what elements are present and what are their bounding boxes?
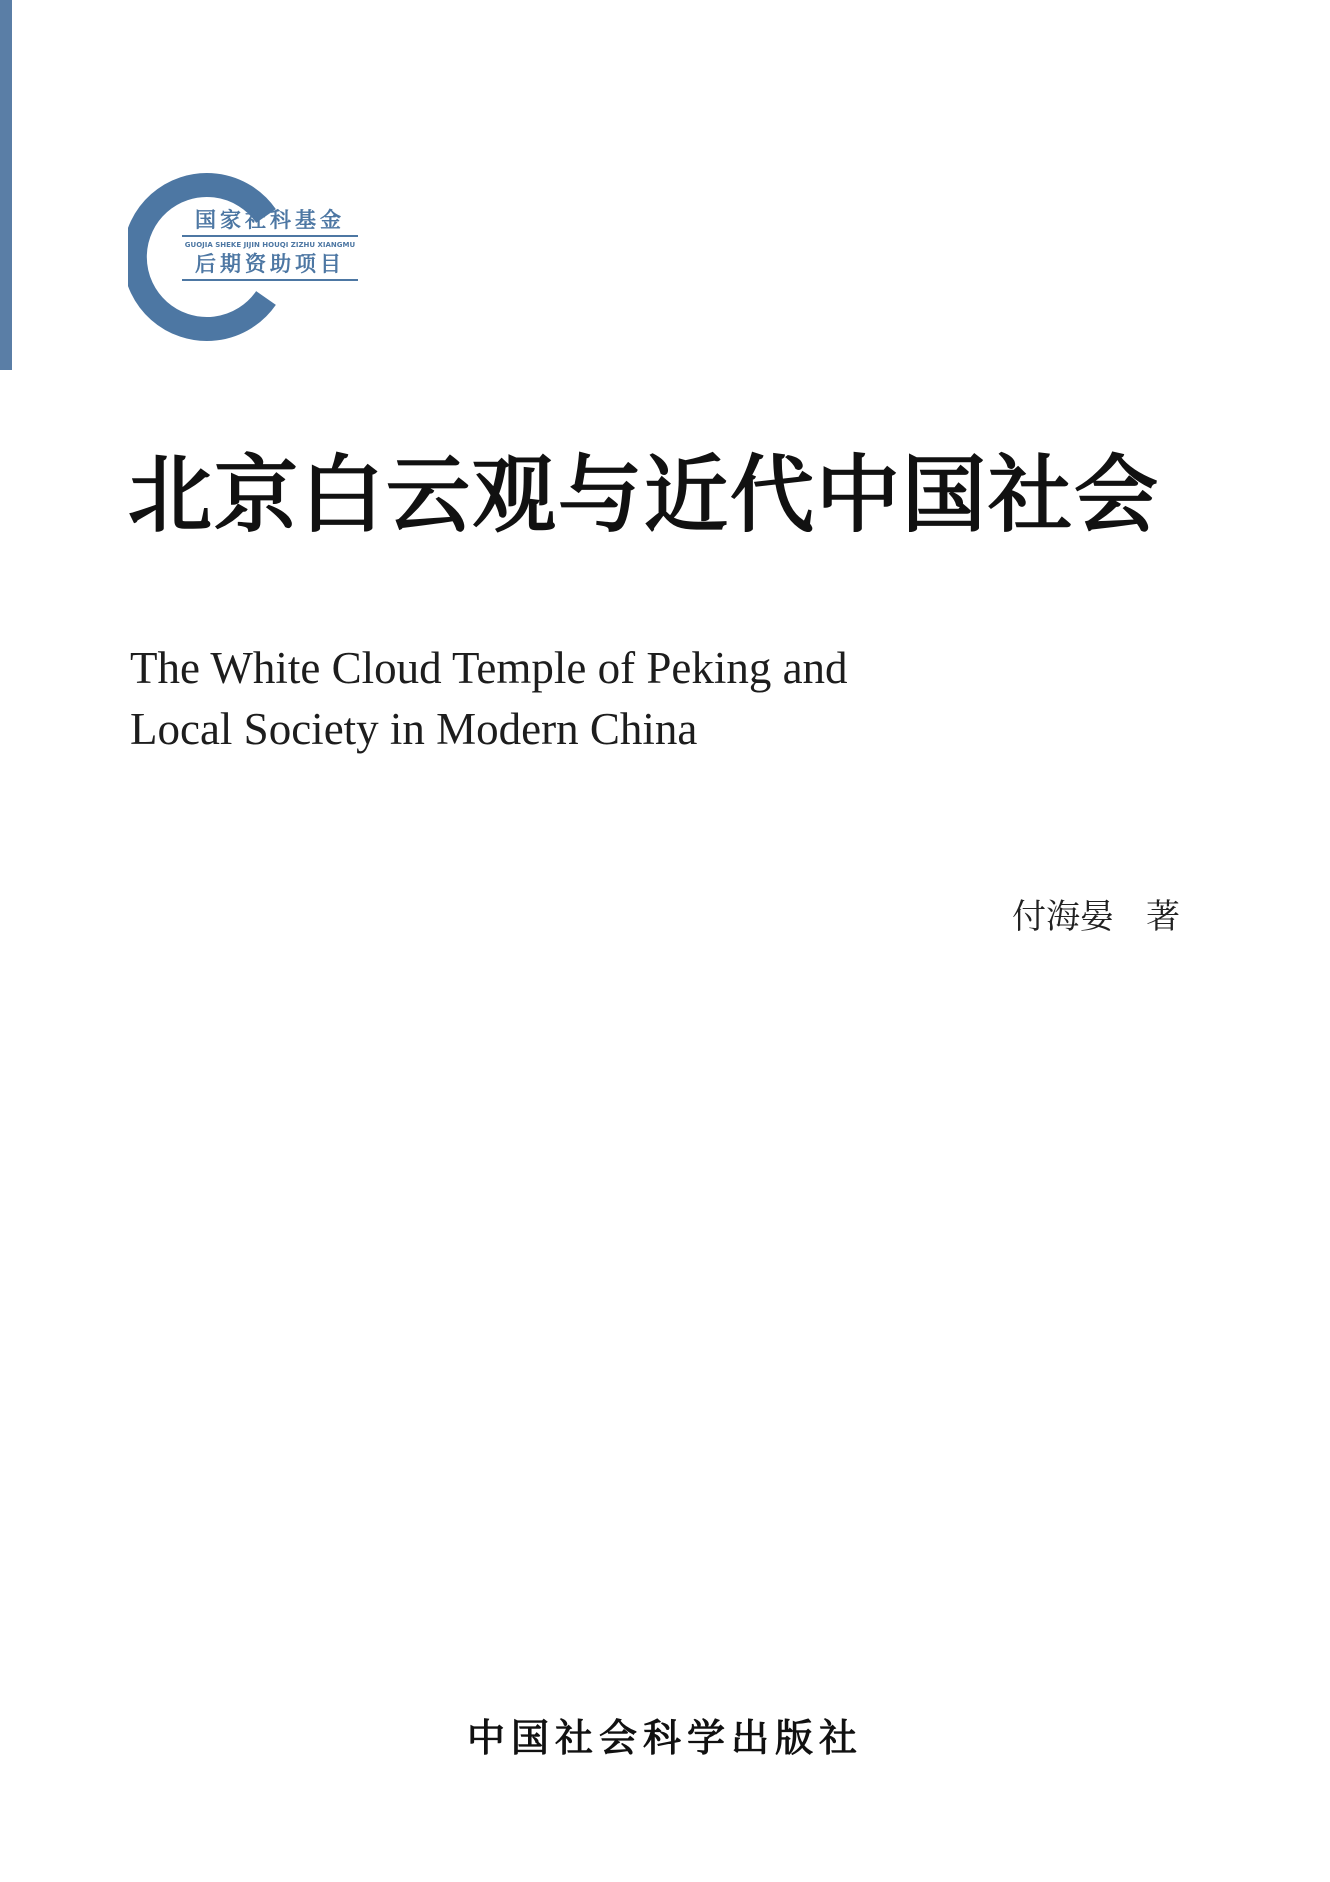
publisher-name: 中国社会科学出版社 — [466, 1715, 863, 1760]
book-title-english-line1: The White Cloud Temple of Peking and — [130, 643, 848, 693]
book-title-chinese: 北京白云观与近代中国社会 — [128, 445, 1161, 544]
author-role: 著 — [1146, 897, 1180, 937]
logo-pinyin: GUOJIA SHEKE JIJIN HOUQI ZIZHU XIANGMU — [184, 241, 356, 249]
logo-project-name: 后期资助项目 — [182, 252, 358, 281]
author-name: 付海晏 — [1012, 897, 1114, 937]
author-credit — [1012, 895, 1180, 939]
logo-fund-name: 国家社科基金 — [182, 208, 358, 237]
book-title-english-line2: Local Society in Modern China — [130, 704, 698, 754]
cover-accent-bar — [0, 0, 12, 370]
book-title-english — [130, 638, 1030, 760]
logo-text-block — [182, 208, 358, 281]
fund-logo — [128, 172, 358, 342]
